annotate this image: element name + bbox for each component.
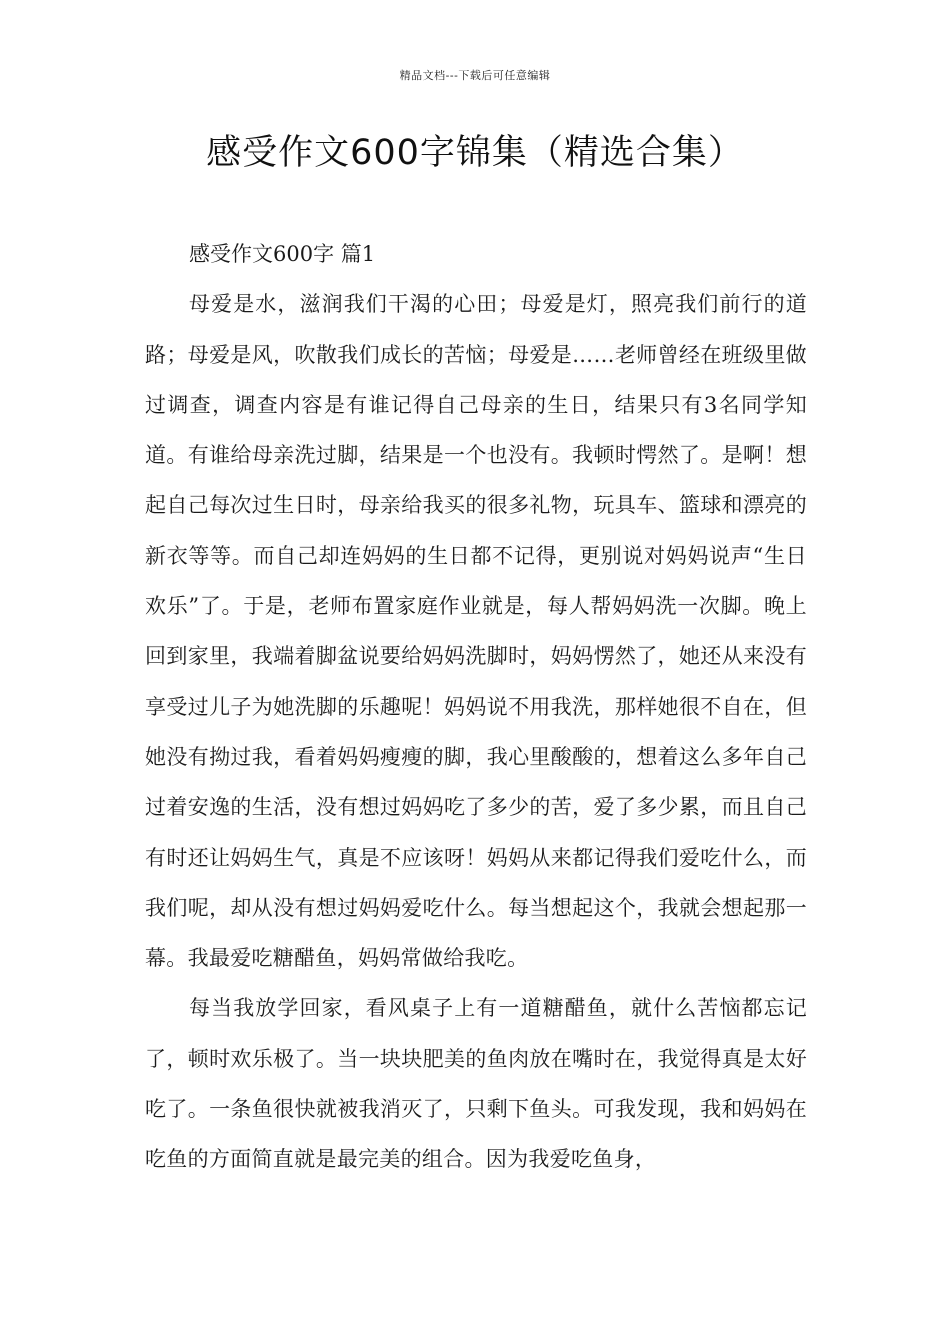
section-heading: 感受作文600字 篇1	[189, 242, 376, 266]
document-title: 感受作文600字锦集（精选合集）	[206, 133, 744, 173]
header-note: 精品文档---下载后可任意编辑	[399, 69, 551, 82]
paragraph: 母爱是水，滋润我们干渴的心田；母爱是灯，照亮我们前行的道路；母爱是风，吹散我们成长的苦恼；母爱是……老师曾经在班级里做过调查，调查内容是有谁记得自己母亲的生日，结果只有3名同学知道。有谁给母亲洗过脚，结果是一个也没有。我顿时愕然了。是啊！想起自己每次过生日时，母亲给我买的很多礼物，玩具车、篮球和漂亮的新衣等等。而自己却连妈妈的生日都不记得，更别说对妈妈说声“生日欢乐”了。于是，老师布置家庭作业就是，每人帮妈妈洗一次脚。晚上回到家里，我端着脚盆说要给妈妈洗脚时，妈妈愣然了，她还从来没有享受过儿子为她洗脚的乐趣呢！妈妈说不用我洗，那样她很不自在，但她没有拗过我，看着妈妈瘦瘦的脚，我心里酸酸的，想着这么多年自己过着安逸的生活，没有想过妈妈吃了多少的苦，爱了多少累，而且自己有时还让妈妈生气，真是不应该呀！妈妈从来都记得我们爱吃什么，而我们呢，却从没有想过妈妈爱吃什么。每当想起这个，我就会想起那一幕。我最爱吃糖醋鱼，妈妈常做给我吃。	[145, 292, 807, 971]
paragraph: 每当我放学回家，看风桌子上有一道糖醋鱼，就什么苦恼都忘记了，顿时欢乐极了。当一块块肥美的鱼肉放在嘴时在，我觉得真是太好吃了。一条鱼很快就被我消灭了，只剩下鱼头。可我发现，我和妈妈在吃鱼的方面简直就是最完美的组合。因为我爱吃鱼身，	[145, 996, 807, 1172]
article-body	[145, 229, 807, 1185]
